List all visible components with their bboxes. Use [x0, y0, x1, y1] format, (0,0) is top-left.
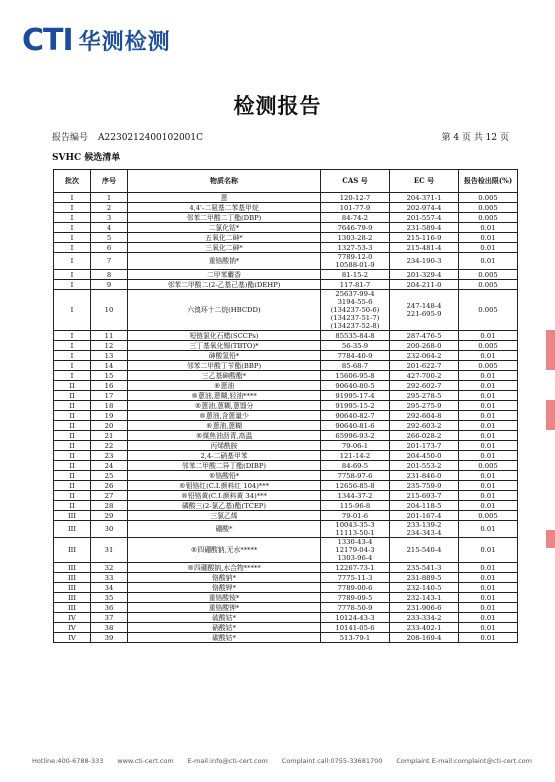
cell-seq: 15	[91, 371, 128, 381]
cell-batch: II	[54, 391, 91, 401]
col-seq: 序号	[91, 170, 128, 193]
cell-limit: 0.01	[459, 351, 518, 361]
cell-batch: I	[54, 361, 91, 371]
cell-ec: 201-622-7	[390, 361, 459, 371]
cell-batch: II	[54, 491, 91, 501]
cell-batch: IV	[54, 623, 91, 633]
cell-limit: 0.01	[459, 421, 518, 431]
cell-cas: 1330-43-4 12179-04-3 1303-96-4	[321, 538, 390, 563]
table-row	[54, 213, 518, 223]
cell-limit: 0.01	[459, 563, 518, 573]
table-row	[54, 501, 518, 511]
cell-limit: 0.01	[459, 633, 518, 643]
cell-batch: IV	[54, 613, 91, 623]
cell-ec: 215-540-4	[390, 538, 459, 563]
cell-ec: 235-541-3	[390, 563, 459, 573]
cell-substance: 六溴环十二烷(HBCDD)	[128, 290, 321, 331]
table-row	[54, 411, 518, 421]
cell-substance: 三丁基氧化锡(TBTO)*	[128, 341, 321, 351]
cell-limit: 0.005	[459, 280, 518, 290]
cell-seq: 32	[91, 563, 128, 573]
cell-limit: 0.005	[459, 193, 518, 203]
cell-limit: 0.01	[459, 381, 518, 391]
cell-ec: 201-329-4	[390, 270, 459, 280]
cell-substance: 二甲苯麝香	[128, 270, 321, 280]
cell-cas: 85535-84-8	[321, 331, 390, 341]
cell-substance: 邻苯二甲酸二(2-乙基己基)酯(DEHP)	[128, 280, 321, 290]
cell-batch: II	[54, 471, 91, 481]
cell-limit: 0.01	[459, 538, 518, 563]
cell-cas: 7775-11-3	[321, 573, 390, 583]
cell-cas: 7789-09-5	[321, 593, 390, 603]
footer-email[interactable]: E-mail:info@cti-cert.com	[187, 757, 268, 765]
cell-seq: 31	[91, 538, 128, 563]
table-row	[54, 491, 518, 501]
page-info: 第 4 页 共 12 页	[441, 133, 509, 143]
cell-seq: 11	[91, 331, 128, 341]
cell-cas: 90640-82-7	[321, 411, 390, 421]
cell-cas: 81-15-2	[321, 270, 390, 280]
cell-cas: 91995-15-2	[321, 401, 390, 411]
logo-mark: CTI	[22, 22, 73, 58]
cell-seq: 6	[91, 243, 128, 253]
cell-batch: I	[54, 233, 91, 243]
cell-ec: 232-064-2	[390, 351, 459, 361]
cell-ec: 232-140-5	[390, 583, 459, 593]
table-row	[54, 401, 518, 411]
table-row	[54, 233, 518, 243]
cell-seq: 16	[91, 381, 128, 391]
cell-substance: 重铬酸钾*	[128, 603, 321, 613]
cell-limit: 0.01	[459, 401, 518, 411]
cell-batch: II	[54, 421, 91, 431]
table-row	[54, 421, 518, 431]
cell-substance: 三乙基砷酸酯*	[128, 371, 321, 381]
footer-hotline: Hotline:400-6788-333	[32, 757, 104, 765]
cell-seq: 12	[91, 341, 128, 351]
cell-limit: 0.005	[459, 511, 518, 521]
table-row	[54, 290, 518, 331]
cell-substance: ®四硼酸钠,水合物*****	[128, 563, 321, 573]
table-row	[54, 613, 518, 623]
table-row	[54, 461, 518, 471]
cell-seq: 28	[91, 501, 128, 511]
table-row	[54, 391, 518, 401]
cell-limit: 0.01	[459, 223, 518, 233]
cell-substance: 铬酸钾*	[128, 583, 321, 593]
logo-chinese-name: 华测检测	[78, 29, 171, 55]
cell-batch: III	[54, 538, 91, 563]
cell-cas: 7758-97-6	[321, 471, 390, 481]
cell-substance: 三氯乙烯	[128, 511, 321, 521]
cell-seq: 13	[91, 351, 128, 361]
cell-batch: II	[54, 451, 91, 461]
cell-seq: 21	[91, 431, 128, 441]
cell-limit: 0.005	[459, 290, 518, 331]
table-row	[54, 371, 518, 381]
cell-ec: 292-603-2	[390, 421, 459, 431]
cell-substance: ®四硼酸钠,无水*****	[128, 538, 321, 563]
cell-ec: 231-846-0	[390, 471, 459, 481]
cell-substance: ®钼铬红(C.I.颜料红 104)***	[128, 481, 321, 491]
cell-ec: 232-143-1	[390, 593, 459, 603]
cell-ec: 201-557-4	[390, 213, 459, 223]
cell-cas: 7646-79-9	[321, 223, 390, 233]
cell-batch: II	[54, 461, 91, 471]
table-row	[54, 583, 518, 593]
cell-cas: 56-35-9	[321, 341, 390, 351]
cell-limit: 0.01	[459, 371, 518, 381]
cell-ec: 233-139-2 234-343-4	[390, 521, 459, 538]
cell-seq: 37	[91, 613, 128, 623]
cell-ec: 215-481-4	[390, 243, 459, 253]
cell-ec: 200-268-0	[390, 341, 459, 351]
cell-seq: 17	[91, 391, 128, 401]
cell-limit: 0.01	[459, 451, 518, 461]
cell-batch: I	[54, 243, 91, 253]
cell-limit: 0.005	[459, 341, 518, 351]
table-row	[54, 563, 518, 573]
report-number-value: A2230212400102001C	[98, 133, 204, 143]
cell-cas: 25637-99-4 3194-55-6 (134237-50-6) (134237-51-7) (134237-52-8)	[321, 290, 390, 331]
table-row	[54, 511, 518, 521]
col-limit: 报告检出限(%)	[459, 170, 518, 193]
cell-ec: 287-476-5	[390, 331, 459, 341]
cell-seq: 19	[91, 411, 128, 421]
cell-substance: ®蒽油,蒽糊,轻油****	[128, 391, 321, 401]
footer-complaint-call: Complaint call:0755-33681700	[281, 757, 383, 765]
cell-batch: III	[54, 511, 91, 521]
col-ec: EC 号	[390, 170, 459, 193]
cell-limit: 0.01	[459, 253, 518, 270]
cell-substance: 短链氯化石蜡(SCCPs)	[128, 331, 321, 341]
cell-seq: 36	[91, 603, 128, 613]
cell-ec: 208-169-4	[390, 633, 459, 643]
cell-substance: 三氧化二砷*	[128, 243, 321, 253]
table-row	[54, 361, 518, 371]
cell-ec: 231-889-5	[390, 573, 459, 583]
cell-cas: 1327-53-3	[321, 243, 390, 253]
cell-ec: 235-759-9	[390, 481, 459, 491]
cell-cas: 84-69-5	[321, 461, 390, 471]
cell-seq: 35	[91, 593, 128, 603]
cell-cas: 10043-35-3 11113-50-1	[321, 521, 390, 538]
cell-cas: 7789-00-6	[321, 583, 390, 593]
table-row	[54, 633, 518, 643]
cell-seq: 27	[91, 491, 128, 501]
cell-seq: 25	[91, 471, 128, 481]
cell-limit: 0.01	[459, 411, 518, 421]
table-row	[54, 451, 518, 461]
cell-batch: III	[54, 573, 91, 583]
footer-complaint-email[interactable]: Complaint E-mail:complaint@cti-cert.com	[396, 757, 532, 765]
cell-substance: ®煤焦油沥青,高温	[128, 431, 321, 441]
cell-seq: 1	[91, 193, 128, 203]
cell-cas: 79-06-1	[321, 441, 390, 451]
cell-cas: 85-68-7	[321, 361, 390, 371]
cell-batch: II	[54, 411, 91, 421]
cell-cas: 121-14-2	[321, 451, 390, 461]
cell-seq: 30	[91, 521, 128, 538]
cell-substance: ®蒽油,蒽糊	[128, 421, 321, 431]
cell-batch: II	[54, 441, 91, 451]
cell-batch: IV	[54, 633, 91, 643]
cell-substance: 重铬酸铵*	[128, 593, 321, 603]
cell-substance: 硫酸钴*	[128, 613, 321, 623]
cell-substance: 碳酸钴*	[128, 633, 321, 643]
cell-batch: II	[54, 381, 91, 391]
cell-cas: 12656-85-8	[321, 481, 390, 491]
cell-cas: 101-77-9	[321, 203, 390, 213]
cell-substance: ®铬酸铅*	[128, 471, 321, 481]
cell-ec: 231-589-4	[390, 223, 459, 233]
cell-substance: 硼酸*	[128, 521, 321, 538]
cell-cas: 12267-73-1	[321, 563, 390, 573]
cell-seq: 5	[91, 233, 128, 243]
table-row	[54, 471, 518, 481]
table-header-row	[54, 170, 518, 193]
cell-limit: 0.01	[459, 491, 518, 501]
footer	[32, 757, 532, 765]
cell-limit: 0.005	[459, 461, 518, 471]
cell-limit: 0.01	[459, 603, 518, 613]
cell-batch: III	[54, 593, 91, 603]
cell-substance: 蒽	[128, 193, 321, 203]
cell-limit: 0.01	[459, 521, 518, 538]
cell-ec: 234-190-3	[390, 253, 459, 270]
table-row	[54, 351, 518, 361]
cell-ec: 215-116-9	[390, 233, 459, 243]
cell-batch: I	[54, 341, 91, 351]
cell-cas: 79-01-6	[321, 511, 390, 521]
cell-ec: 204-118-5	[390, 501, 459, 511]
cell-limit: 0.01	[459, 583, 518, 593]
cell-limit: 0.005	[459, 213, 518, 223]
table-row	[54, 243, 518, 253]
table-row	[54, 603, 518, 613]
cell-limit: 0.01	[459, 233, 518, 243]
cell-batch: I	[54, 253, 91, 270]
cell-ec: 215-693-7	[390, 491, 459, 501]
cell-ec: 295-278-5	[390, 391, 459, 401]
cell-cas: 117-81-7	[321, 280, 390, 290]
cell-ec: 204-450-0	[390, 451, 459, 461]
cell-seq: 39	[91, 633, 128, 643]
report-number-label: 报告编号	[52, 133, 89, 143]
cell-batch: I	[54, 213, 91, 223]
cell-batch: II	[54, 431, 91, 441]
cell-cas: 84-74-2	[321, 213, 390, 223]
cell-seq: 23	[91, 451, 128, 461]
cell-limit: 0.01	[459, 613, 518, 623]
table-row	[54, 203, 518, 213]
cell-limit: 0.005	[459, 203, 518, 213]
cell-substance: 4,4'-二氨基二苯基甲烷	[128, 203, 321, 213]
cell-limit: 0.01	[459, 331, 518, 341]
cell-seq: 33	[91, 573, 128, 583]
table-row	[54, 381, 518, 391]
cell-cas: 65996-93-2	[321, 431, 390, 441]
table-row	[54, 270, 518, 280]
cell-cas: 513-79-1	[321, 633, 390, 643]
cell-batch: I	[54, 371, 91, 381]
cell-substance: 邻苯二甲酸二异丁酯(DIBP)	[128, 461, 321, 471]
table-row	[54, 223, 518, 233]
cell-ec: 427-700-2	[390, 371, 459, 381]
cell-seq: 7	[91, 253, 128, 270]
footer-website[interactable]: www.cti-cert.com	[117, 757, 174, 765]
cell-batch: I	[54, 280, 91, 290]
cell-substance: 五氧化二砷*	[128, 233, 321, 243]
table-row	[54, 253, 518, 270]
cell-seq: 4	[91, 223, 128, 233]
cell-substance: 磷酸三(2-氯乙基)酯(TCEP)	[128, 501, 321, 511]
col-substance: 物质名称	[128, 170, 321, 193]
cell-cas: 120-12-7	[321, 193, 390, 203]
cell-seq: 34	[91, 583, 128, 593]
cell-ec: 292-604-8	[390, 411, 459, 421]
cell-batch: III	[54, 563, 91, 573]
seal-stamp-fragment	[546, 330, 555, 370]
cell-seq: 38	[91, 623, 128, 633]
cell-seq: 14	[91, 361, 128, 371]
cell-ec: 233-402-1	[390, 623, 459, 633]
cell-batch: III	[54, 521, 91, 538]
cell-cas: 7789-12-0 10588-01-9	[321, 253, 390, 270]
cell-limit: 0.01	[459, 501, 518, 511]
cell-ec: 201-553-2	[390, 461, 459, 471]
table-row	[54, 431, 518, 441]
table-row	[54, 593, 518, 603]
cell-ec: 247-148-4 221-695-9	[390, 290, 459, 331]
cell-seq: 10	[91, 290, 128, 331]
table-row	[54, 280, 518, 290]
cell-batch: II	[54, 501, 91, 511]
report-title: 检测报告	[233, 93, 322, 118]
svhc-table	[53, 169, 518, 643]
table-row	[54, 623, 518, 633]
cell-batch: I	[54, 203, 91, 213]
cell-substance: ®铅铬黄(C.I.颜料黄 34)***	[128, 491, 321, 501]
cell-cas: 7778-50-9	[321, 603, 390, 613]
cell-batch: I	[54, 331, 91, 341]
table-row	[54, 441, 518, 451]
cell-cas: 7784-40-9	[321, 351, 390, 361]
col-cas: CAS 号	[321, 170, 390, 193]
cell-seq: 9	[91, 280, 128, 290]
cell-cas: 115-96-8	[321, 501, 390, 511]
cell-batch: I	[54, 351, 91, 361]
cell-cas: 1344-37-2	[321, 491, 390, 501]
cell-seq: 26	[91, 481, 128, 491]
seal-stamp-fragment	[546, 400, 555, 430]
cell-cas: 90640-81-6	[321, 421, 390, 431]
cell-cas: 1303-28-2	[321, 233, 390, 243]
cell-limit: 0.01	[459, 593, 518, 603]
cell-substance: 铬酸钠*	[128, 573, 321, 583]
cell-ec: 202-974-4	[390, 203, 459, 213]
cell-substance: ®蒽油,含蒽量少	[128, 411, 321, 421]
table-row	[54, 521, 518, 538]
cell-substance: ®蒽油	[128, 381, 321, 391]
table-row	[54, 573, 518, 583]
cell-limit: 0.005	[459, 361, 518, 371]
cell-cas: 90640-80-5	[321, 381, 390, 391]
cell-ec: 233-334-2	[390, 613, 459, 623]
cell-ec: 231-906-6	[390, 603, 459, 613]
cell-cas: 91995-17-4	[321, 391, 390, 401]
cell-limit: 0.005	[459, 270, 518, 280]
cell-ec: 295-275-9	[390, 401, 459, 411]
table-row	[54, 193, 518, 203]
cell-limit: 0.01	[459, 431, 518, 441]
table-row	[54, 538, 518, 563]
cell-substance: 丙烯酰胺	[128, 441, 321, 451]
cell-limit: 0.01	[459, 391, 518, 401]
cell-limit: 0.01	[459, 623, 518, 633]
table-row	[54, 331, 518, 341]
report-number	[52, 130, 203, 143]
cell-batch: I	[54, 270, 91, 280]
cell-batch: III	[54, 583, 91, 593]
cell-ec: 201-167-4	[390, 511, 459, 521]
cell-ec: 204-371-1	[390, 193, 459, 203]
cell-limit: 0.01	[459, 573, 518, 583]
cell-batch: I	[54, 290, 91, 331]
cell-batch: I	[54, 193, 91, 203]
cell-limit: 0.01	[459, 243, 518, 253]
table-row	[54, 341, 518, 351]
cell-substance: 二氯化钴*	[128, 223, 321, 233]
cell-cas: 10141-05-6	[321, 623, 390, 633]
cell-substance: 2,4-二硝基甲苯	[128, 451, 321, 461]
company-logo	[22, 22, 171, 58]
cell-batch: III	[54, 603, 91, 613]
seal-stamp-fragment	[546, 530, 555, 548]
cell-substance: 硝酸钴*	[128, 623, 321, 633]
cell-limit: 0.01	[459, 441, 518, 451]
cell-substance: 重铬酸钠*	[128, 253, 321, 270]
cell-ec: 292-602-7	[390, 381, 459, 391]
cell-cas: 15606-95-8	[321, 371, 390, 381]
cell-seq: 3	[91, 213, 128, 223]
cell-substance: 邻苯二甲酸丁苄酯(BBP)	[128, 361, 321, 371]
table-row	[54, 481, 518, 491]
cell-substance: 邻苯二甲酸二丁酯(DBP)	[128, 213, 321, 223]
cell-seq: 8	[91, 270, 128, 280]
cell-substance: ®蒽油,蒽糊,蒽馏分	[128, 401, 321, 411]
cell-batch: II	[54, 481, 91, 491]
section-title: SVHC 候选清单	[52, 153, 121, 163]
cell-seq: 24	[91, 461, 128, 471]
cell-batch: I	[54, 223, 91, 233]
cell-cas: 10124-43-3	[321, 613, 390, 623]
cell-ec: 266-028-2	[390, 431, 459, 441]
cell-ec: 201-173-7	[390, 441, 459, 451]
cell-batch: II	[54, 401, 91, 411]
cell-limit: 0.01	[459, 481, 518, 491]
col-batch: 批次	[54, 170, 91, 193]
cell-seq: 2	[91, 203, 128, 213]
cell-substance: 砷酸氢铅*	[128, 351, 321, 361]
cell-ec: 204-211-0	[390, 280, 459, 290]
cell-seq: 18	[91, 401, 128, 411]
cell-seq: 29	[91, 511, 128, 521]
cell-seq: 20	[91, 421, 128, 431]
cell-limit: 0.01	[459, 471, 518, 481]
cell-seq: 22	[91, 441, 128, 451]
